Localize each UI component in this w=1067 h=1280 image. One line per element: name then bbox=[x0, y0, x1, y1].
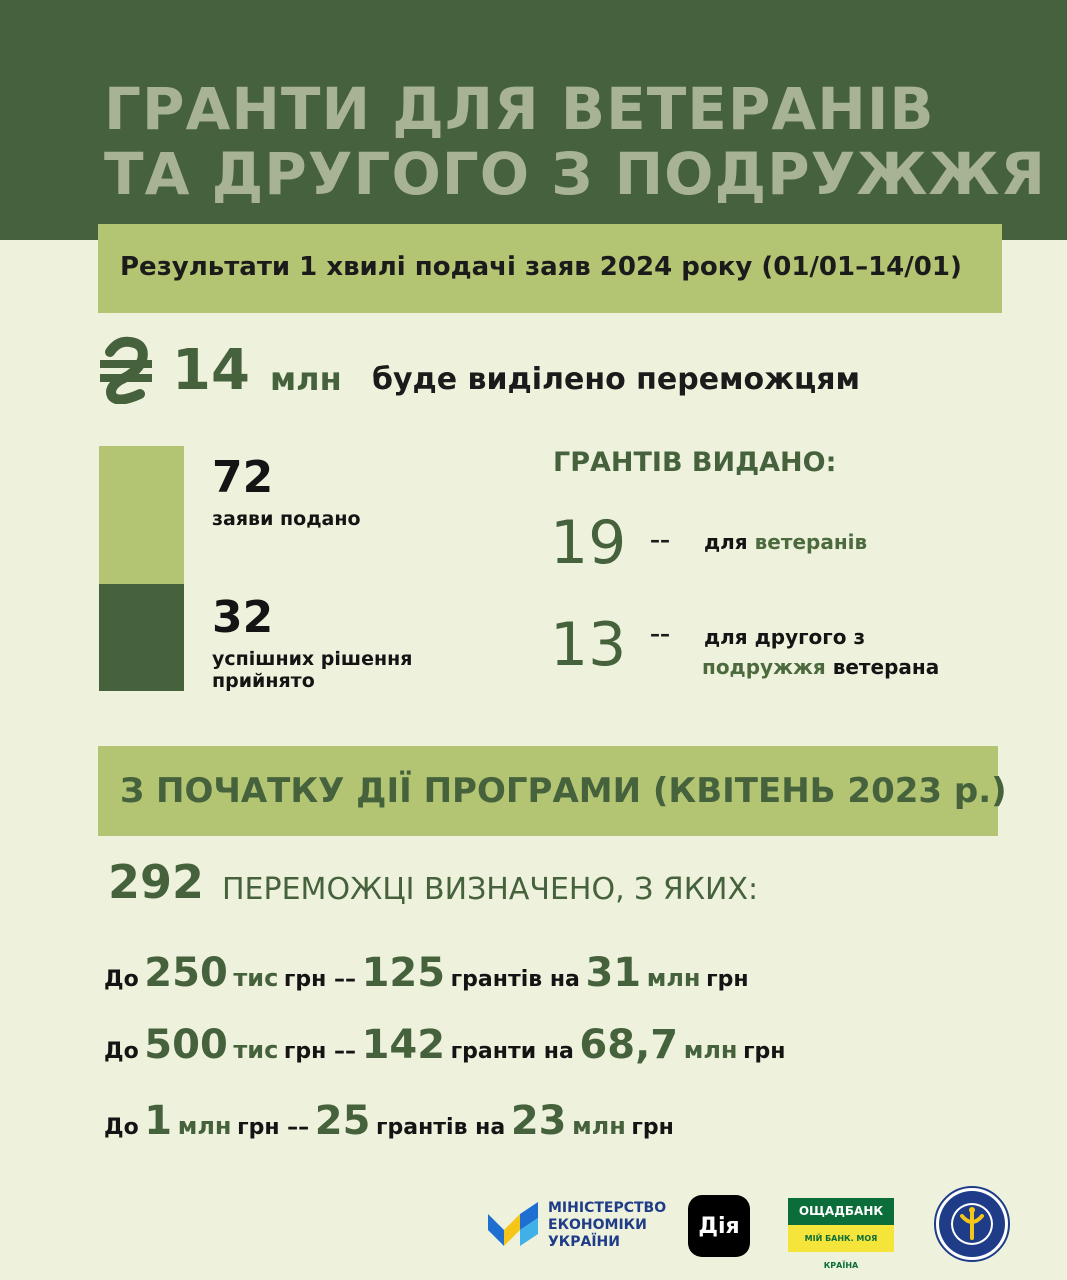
program-band bbox=[98, 746, 1007, 836]
tier-count-text: грантів на bbox=[450, 967, 580, 992]
tier-limit-unit: млн bbox=[177, 1112, 232, 1140]
tier-count: 125 bbox=[361, 950, 446, 996]
title-line-2: ТА ДРУГОГО З ПОДРУЖЖЯ bbox=[104, 140, 1047, 208]
tier-limit: 1 bbox=[144, 1098, 173, 1144]
spouse-grants-value: 13 bbox=[550, 610, 627, 680]
tier-sum-unit: млн bbox=[683, 1036, 738, 1064]
veterans-grants-label bbox=[704, 530, 867, 554]
tier-currency: грн –– bbox=[283, 967, 357, 992]
tier-limit: 250 bbox=[144, 950, 228, 996]
subtitle-text: Результати 1 хвилі подачі заяв 2024 року (01/01–14/01) bbox=[120, 252, 962, 282]
grant-tier-row bbox=[104, 1022, 786, 1068]
tier-limit: 500 bbox=[144, 1022, 228, 1068]
tier-limit-unit: тис bbox=[233, 1036, 279, 1064]
funding-unit: млн bbox=[270, 360, 342, 398]
veterans-highlight: ветеранів bbox=[754, 530, 868, 554]
winners-value: 292 bbox=[108, 855, 205, 909]
grants-issued-heading: ГРАНТІВ ВИДАНО: bbox=[553, 447, 837, 478]
submitted-value: 72 bbox=[212, 452, 274, 503]
spouse-highlight: подружжя bbox=[702, 655, 826, 679]
tier-currency: грн –– bbox=[283, 1039, 357, 1064]
tier-count: 25 bbox=[314, 1098, 371, 1144]
funding-amount: 14 bbox=[172, 338, 250, 403]
tier-sum-unit: млн bbox=[646, 964, 701, 992]
winners-text: ПЕРЕМОЖЦІ ВИЗНАЧЕНО, З ЯКИХ: bbox=[222, 872, 759, 907]
approved-value: 32 bbox=[212, 592, 274, 643]
tier-sum-currency: грн bbox=[706, 967, 749, 992]
bank-name: ОЩАДБАНК bbox=[798, 1204, 884, 1218]
veterans-dash: –– bbox=[650, 528, 670, 552]
grant-tier-row bbox=[104, 950, 749, 996]
bank-slogan: МІЙ БАНК. МОЯ КРАЇНА bbox=[788, 1225, 894, 1252]
funding-text: буде виділено переможцям bbox=[372, 362, 861, 397]
spouse-dash: –– bbox=[650, 622, 670, 646]
ministry-logo-icon bbox=[486, 1200, 540, 1248]
subtitle-band bbox=[98, 224, 1002, 313]
tier-sum: 68,7 bbox=[579, 1022, 679, 1068]
tier-prefix: До bbox=[104, 1039, 139, 1064]
submitted-label: заяви подано bbox=[212, 508, 361, 530]
tier-prefix: До bbox=[104, 967, 139, 992]
tier-currency: грн –– bbox=[237, 1115, 310, 1140]
tier-count-text: гранти на bbox=[450, 1039, 574, 1064]
approved-bar bbox=[99, 584, 184, 691]
title-line-1: ГРАНТИ ДЛЯ ВЕТЕРАНІВ bbox=[104, 75, 935, 143]
tier-count-text: грантів на bbox=[376, 1115, 506, 1140]
diia-logo: Дія bbox=[688, 1195, 750, 1257]
tier-sum-currency: грн bbox=[631, 1115, 674, 1140]
header-banner bbox=[0, 0, 1067, 240]
ministry-line1: МІНІСТЕРСТВО bbox=[548, 1200, 667, 1216]
grant-tier-row bbox=[104, 1098, 674, 1144]
spouse-line1: для другого з bbox=[704, 625, 866, 649]
tier-sum: 31 bbox=[585, 950, 642, 996]
ministry-line2: ЕКОНОМІКИ bbox=[548, 1217, 647, 1233]
oschadbank-logo bbox=[788, 1198, 894, 1270]
spouse-suffix: ветерана bbox=[832, 655, 940, 679]
submitted-bar bbox=[99, 446, 184, 584]
ministry-line3: УКРАЇНИ bbox=[548, 1234, 620, 1250]
tier-sum-currency: грн bbox=[743, 1039, 786, 1064]
employment-service-seal-icon bbox=[934, 1186, 1010, 1262]
spouse-grants-label bbox=[702, 622, 939, 682]
veterans-prefix: для bbox=[704, 530, 748, 554]
veterans-grants-value: 19 bbox=[550, 508, 627, 578]
approved-label: успішних рішення прийнято bbox=[212, 648, 413, 692]
ministry-logo-text bbox=[548, 1200, 666, 1251]
tier-sum: 23 bbox=[510, 1098, 567, 1144]
tier-limit-unit: тис bbox=[233, 964, 279, 992]
tier-sum-unit: млн bbox=[572, 1112, 626, 1140]
hryvnia-icon bbox=[96, 334, 156, 404]
tier-count: 142 bbox=[361, 1022, 446, 1068]
program-heading: З ПОЧАТКУ ДІЇ ПРОГРАМИ (КВІТЕНЬ 2023 р.) bbox=[120, 771, 1007, 811]
tier-prefix: До bbox=[104, 1115, 139, 1140]
